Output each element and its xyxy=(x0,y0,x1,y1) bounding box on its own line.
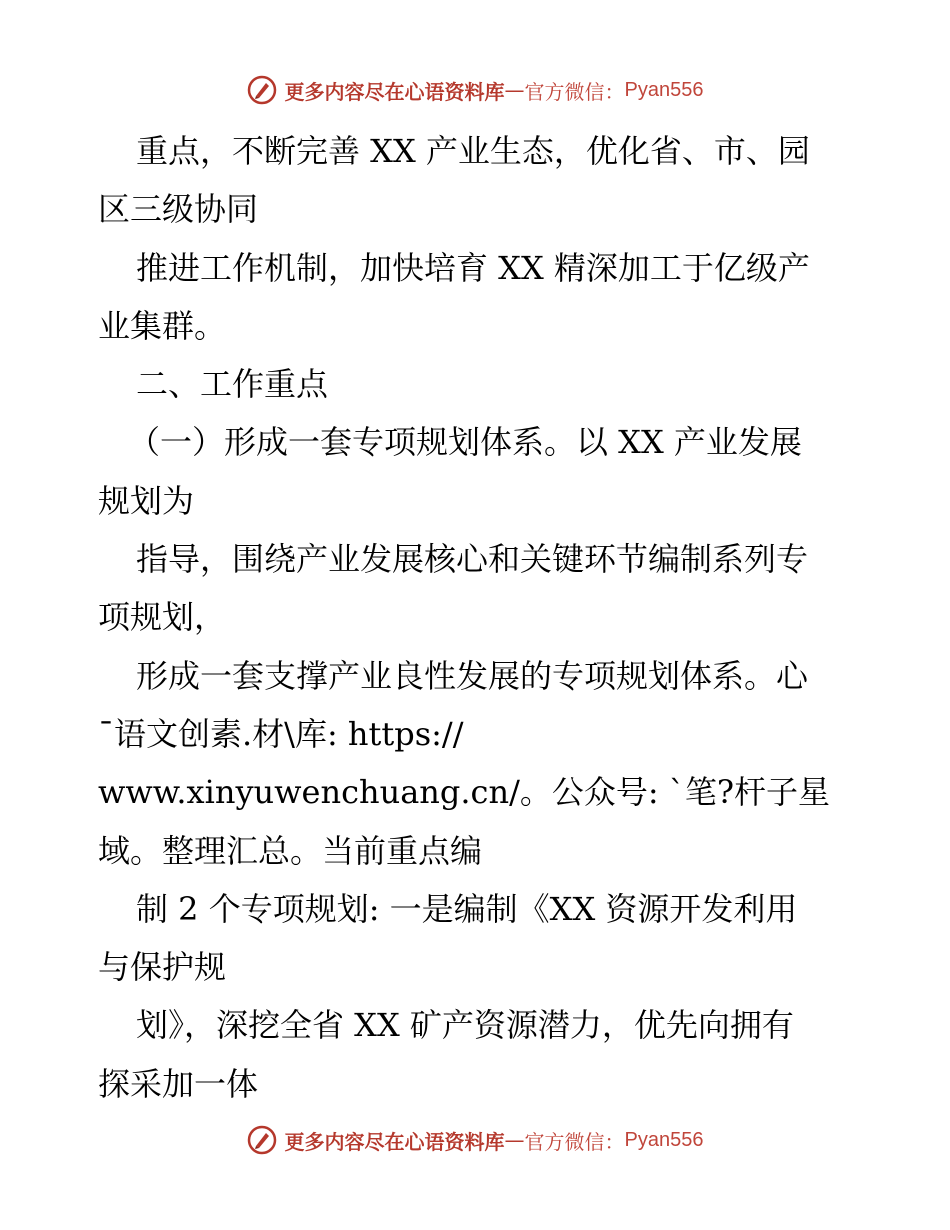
text-line: 域。整理汇总。当前重点编 xyxy=(98,831,483,870)
footer-banner[interactable] xyxy=(0,1120,950,1160)
text-line: 重点，不断完善 XX 产业生态，优化省、市、园 xyxy=(136,132,810,170)
text-line: 业集群。 xyxy=(98,306,227,345)
pen-logo-icon xyxy=(247,1125,277,1155)
subsection-heading: （一）形成一套专项规划体系。以 XX 产业发展 xyxy=(128,423,802,462)
text-line: 区三级协同 xyxy=(98,190,259,229)
banner-wechat-id: Pyan556 xyxy=(624,1128,704,1151)
banner-separator: — xyxy=(504,78,525,102)
text-line: 推进工作机制，加快培育 XX 精深加工于亿级产 xyxy=(136,248,810,287)
text-line: ¯语文创素.材\库: https:// xyxy=(98,714,464,753)
text-line-url: www.xinyuwenchuang.cn/。公众号: `笔?杆子星 xyxy=(98,773,830,812)
header-banner[interactable] xyxy=(0,70,950,110)
text-line: 形成一套支撑产业良性发展的专项规划体系。心 xyxy=(136,656,809,695)
text-line: 探采加一体 xyxy=(98,1064,259,1103)
text-line: 与保护规 xyxy=(98,948,227,987)
section-heading: 二、工作重点 xyxy=(136,365,329,404)
text-line: 项规划， xyxy=(98,598,227,637)
text-line: 规划为 xyxy=(98,481,195,520)
text-line: 指导，围绕产业发展核心和关键环节编制系列专 xyxy=(136,540,809,579)
banner-title: 更多内容尽在心语资料库 xyxy=(284,79,505,104)
banner-title: 更多内容尽在心语资料库 xyxy=(284,1129,505,1154)
banner-wechat-id: Pyan556 xyxy=(624,78,704,101)
text-line: 制 2 个专项规划: 一是编制《XX 资源开发利用 xyxy=(136,889,798,928)
banner-separator: — xyxy=(504,1128,525,1152)
banner-wechat-label: 官方微信： xyxy=(524,1129,625,1154)
banner-wechat-label: 官方微信： xyxy=(524,79,625,104)
text-line: 划》，深挖全省 XX 矿产资源潜力，优先向拥有 xyxy=(136,1006,794,1045)
document-body xyxy=(98,122,858,1113)
pen-logo-icon xyxy=(247,75,277,105)
